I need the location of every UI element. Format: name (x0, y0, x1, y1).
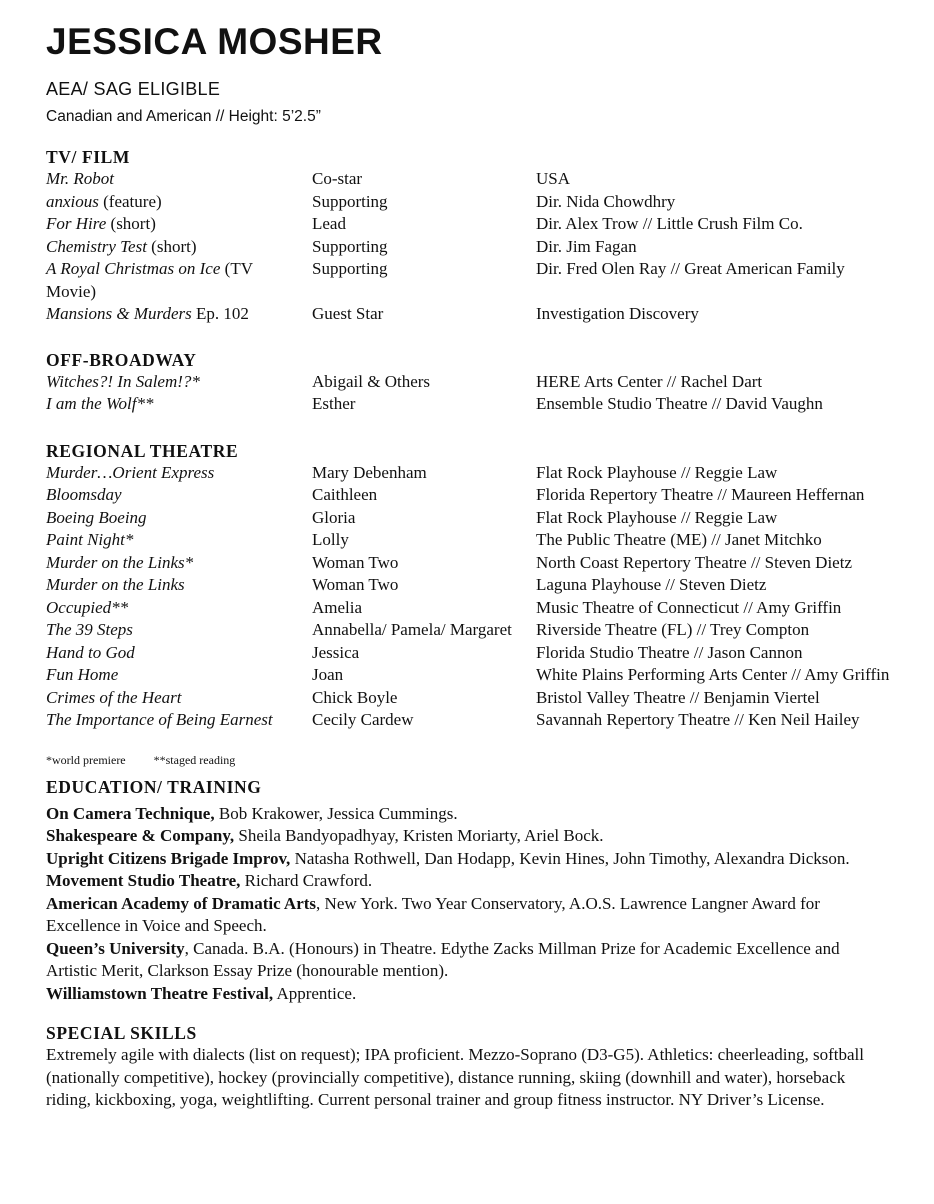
credit-row (46, 709, 916, 732)
credit-title: Chemistry Test (46, 236, 147, 256)
credit-title: Occupied** (46, 597, 129, 617)
credit-company: Dir. Fred Olen Ray // Great American Family (536, 259, 845, 278)
credit-company: Flat Rock Playhouse // Reggie Law (536, 507, 778, 527)
credit-row (46, 597, 916, 620)
credit-row (46, 236, 916, 259)
credit-title: For Hire (46, 214, 107, 233)
special-skills-section (46, 1022, 916, 1112)
credit-title: Mansions & Murders (46, 304, 192, 323)
credit-role: Woman Two (312, 575, 399, 594)
credit-note: Ep. 102 (191, 304, 249, 323)
credit-note: (feature) (98, 191, 162, 211)
credit-company: Florida Repertory Theatre // Maureen Heffernan (536, 485, 865, 504)
education-section (46, 776, 916, 1006)
resume-page (46, 22, 916, 1112)
section-title-tv-film: TV/ FILM (46, 147, 131, 167)
credit-role: Supporting (312, 236, 388, 256)
credit-role: Annabella/ Pamela/ Margaret (312, 620, 512, 639)
education-school: Shakespeare & Company, (46, 826, 235, 845)
credit-row (46, 371, 916, 394)
credit-row (46, 642, 916, 665)
credit-row (46, 574, 916, 597)
credit-title: I am the Wolf** (46, 394, 154, 413)
citizenship-height: Canadian and American // Height: 5’2.5” (46, 108, 321, 125)
credit-note: (TV Movie) (46, 259, 253, 301)
education-entry (46, 803, 916, 826)
credit-note: (short) (146, 236, 197, 256)
credit-company: Investigation Discovery (536, 304, 699, 323)
credit-role: Supporting (312, 191, 388, 211)
credit-role: Abigail & Others (312, 371, 431, 391)
credit-role: Chick Boyle (312, 687, 398, 707)
credit-role: Mary Debenham (312, 462, 427, 482)
section-title-skills: SPECIAL SKILLS (46, 1023, 197, 1043)
credit-title: A Royal Christmas on Ice (46, 259, 221, 278)
skills-text: Extremely agile with dialects (list on request); IPA proficient. Mezzo-Soprano (D3-G5). Athletics: cheerleading, softball (nationally competitive), hockey (provincially competitive), distance running, skiing (downhill and water), horseback riding, kickboxing, yoga, weightlifting. Current personal trainer and group fitness instructor. NY Driver’s License. (46, 1045, 864, 1109)
credit-company: Dir. Alex Trow // Little Crush Film Co. (536, 214, 803, 233)
actor-name: JESSICA MOSHER (46, 21, 383, 62)
credit-row (46, 258, 916, 303)
credit-row (46, 507, 916, 530)
credit-company: Ensemble Studio Theatre // David Vaughn (536, 394, 823, 413)
credit-company: USA (536, 169, 571, 188)
credit-row (46, 168, 916, 191)
education-school: Williamstown Theatre Festival, (46, 983, 274, 1003)
section-title-off-broadway: OFF-BROADWAY (46, 349, 197, 370)
credit-row (46, 303, 916, 326)
section-title-education: EDUCATION/ TRAINING (46, 776, 262, 797)
education-entry (46, 848, 916, 871)
education-school: Queen’s University (46, 938, 185, 958)
credit-row (46, 462, 916, 485)
education-school: Upright Citizens Brigade Improv, (46, 848, 291, 868)
education-detail: , New York. Two Year Conservatory, A.O.S. Lawrence Langner Award for Excellence in Voice and Speech. (46, 893, 820, 935)
education-entry (46, 938, 916, 983)
credit-title: Witches?! In Salem!?* (46, 371, 200, 391)
credit-company: Florida Studio Theatre // Jason Cannon (536, 642, 803, 662)
credit-role: Amelia (312, 597, 363, 617)
credit-company: Laguna Playhouse // Steven Dietz (536, 575, 767, 594)
credit-title: Bloomsday (46, 485, 122, 504)
credit-role: Caithleen (312, 485, 378, 504)
credit-title: Boeing Boeing (46, 507, 147, 527)
credit-role: Lead (312, 214, 346, 233)
regional-theatre-section (46, 440, 916, 732)
credit-company: The Public Theatre (ME) // Janet Mitchko (536, 530, 822, 549)
credit-company: Riverside Theatre (FL) // Trey Compton (536, 620, 810, 639)
credit-company: Dir. Nida Chowdhry (536, 191, 676, 211)
credit-title: Paint Night* (46, 530, 134, 549)
credit-row (46, 213, 916, 236)
credit-title: Mr. Robot (46, 169, 114, 188)
education-detail: , Canada. B.A. (Honours) in Theatre. Edythe Zacks Millman Prize for Academic Excellence and Artistic Merit, Clarkson Essay Prize (honourable mention). (46, 938, 840, 980)
credit-role: Jessica (312, 642, 360, 662)
credit-role: Gloria (312, 507, 356, 527)
education-detail: Natasha Rothwell, Dan Hodapp, Kevin Hines, John Timothy, Alexandra Dickson. (290, 848, 850, 868)
education-detail: Bob Krakower, Jessica Cummings. (214, 803, 458, 823)
credit-title: The 39 Steps (46, 620, 133, 639)
credit-title: Murder…Orient Express (46, 462, 215, 482)
credit-row (46, 619, 916, 642)
union-status: AEA/ SAG ELIGIBLE (46, 79, 221, 99)
credit-title: Fun Home (46, 665, 119, 684)
credit-role: Woman Two (312, 552, 399, 572)
tv-film-section (46, 146, 916, 326)
credit-row (46, 687, 916, 710)
credit-role: Co-star (312, 169, 363, 188)
credit-company: White Plains Performing Arts Center // Amy Griffin (536, 665, 890, 684)
credit-company: Music Theatre of Connecticut // Amy Griffin (536, 597, 842, 617)
footnote-staged-reading: **staged reading (153, 752, 236, 767)
credit-role: Esther (312, 394, 356, 413)
credit-title: Hand to God (46, 642, 135, 662)
credit-title: Crimes of the Heart (46, 687, 182, 707)
education-school: American Academy of Dramatic Arts (46, 893, 317, 913)
credit-row (46, 552, 916, 575)
credit-title: Murder on the Links* (46, 552, 194, 572)
credit-title: The Importance of Being Earnest (46, 710, 273, 729)
footnote-world-premiere: *world premiere (46, 752, 126, 767)
education-entry (46, 870, 916, 893)
credit-row (46, 664, 916, 687)
credit-role: Cecily Cardew (312, 710, 414, 729)
section-title-regional: REGIONAL THEATRE (46, 440, 239, 461)
credit-note: (short) (106, 214, 156, 233)
education-entry (46, 983, 916, 1006)
credit-row (46, 484, 916, 507)
credit-company: HERE Arts Center // Rachel Dart (536, 371, 763, 391)
education-detail: Richard Crawford. (240, 871, 373, 890)
credit-title: anxious (46, 191, 99, 211)
credit-role: Guest Star (312, 304, 384, 323)
credit-role: Supporting (312, 259, 388, 278)
credit-title: Murder on the Links (46, 575, 185, 594)
credit-company: Flat Rock Playhouse // Reggie Law (536, 462, 778, 482)
credit-company: Dir. Jim Fagan (536, 236, 637, 256)
education-entry (46, 825, 916, 848)
education-school: On Camera Technique, (46, 803, 215, 823)
off-broadway-section (46, 349, 916, 416)
footnotes (46, 752, 916, 768)
education-detail: Apprentice. (273, 983, 357, 1003)
education-school: Movement Studio Theatre, (46, 871, 241, 890)
credit-company: Savannah Repertory Theatre // Ken Neil Hailey (536, 710, 860, 729)
credit-role: Joan (312, 665, 344, 684)
credit-company: North Coast Repertory Theatre // Steven Dietz (536, 552, 852, 572)
credit-role: Lolly (312, 530, 349, 549)
credit-row (46, 393, 916, 416)
education-entry (46, 893, 916, 938)
credit-company: Bristol Valley Theatre // Benjamin Viertel (536, 687, 820, 707)
education-detail: Sheila Bandyopadhyay, Kristen Moriarty, Ariel Bock. (234, 826, 604, 845)
credit-row (46, 191, 916, 214)
credit-row (46, 529, 916, 552)
